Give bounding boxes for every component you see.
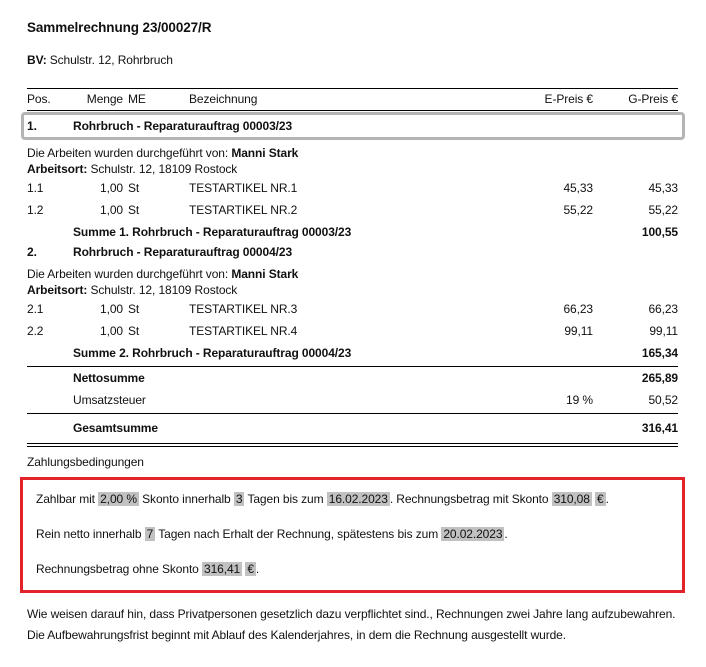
- item-e-preis: 55,22: [563, 203, 593, 217]
- payment-text: Zahlbar mit: [36, 492, 99, 506]
- section-1-selection-box[interactable]: [21, 112, 685, 140]
- item-e-preis: 99,11: [564, 324, 593, 338]
- item-g-preis: 55,22: [648, 203, 678, 217]
- item-pos: 2.1: [27, 302, 44, 316]
- bv-value: Schulstr. 12, Rohrbruch: [49, 53, 173, 67]
- location-value: Schulstr. 12, 18109 Rostock: [90, 283, 238, 297]
- col-header-bezeichnung: Bezeichnung: [189, 92, 258, 106]
- double-divider: [27, 443, 678, 447]
- highlighted-value: 20.02.2023: [443, 527, 503, 541]
- payment-text: .: [504, 527, 508, 541]
- performed-by-name: Manni Stark: [231, 146, 299, 160]
- payment-text: .: [255, 562, 260, 576]
- performed-by-label: Die Arbeiten wurden durchgeführt von:: [27, 146, 229, 160]
- payment-text: Tagen nach Erhalt der Rechnung, spätestens bis zum: [155, 527, 442, 541]
- retention-notice: Wie weisen darauf hin, dass Privatpersonen gesetzlich dazu verpflichtet sind., Rechnungen zwei Jahre lang aufzubewahren. Die Aufbewahrungsfrist beginnt mit Ablauf des Kalenderjahres, in dem die Rechnung ausgestellt wurde.: [27, 607, 676, 642]
- tax-rate: 19 %: [566, 393, 593, 407]
- item-g-preis: 99,11: [649, 324, 678, 338]
- tax-label: Umsatzsteuer: [73, 393, 146, 407]
- tax-row: [27, 389, 678, 411]
- item-me: St: [128, 324, 140, 338]
- highlighted-value: 7: [146, 527, 154, 541]
- construction-site-line: [27, 53, 678, 67]
- item-bezeichnung: TESTARTIKEL NR.2: [189, 203, 298, 217]
- grand-total-label: Gesamtsumme: [73, 421, 158, 435]
- section-title: Rohrbruch - Reparaturauftrag 00004/23: [73, 245, 293, 259]
- item-menge: 1,00: [100, 302, 123, 316]
- net-total-value: 265,89: [641, 371, 678, 385]
- payment-text: Skonto innerhalb: [138, 492, 234, 506]
- location-value: Schulstr. 12, 18109 Rostock: [90, 162, 238, 176]
- item-pos: 2.2: [27, 324, 44, 338]
- payment-terms-heading: Zahlungsbedingungen: [27, 455, 144, 469]
- table-row: [27, 320, 678, 342]
- location-label: Arbeitsort:: [27, 283, 88, 297]
- item-bezeichnung: TESTARTIKEL NR.3: [189, 302, 298, 316]
- highlighted-value: 2,00 %: [100, 492, 137, 506]
- section-pos: 2.: [27, 245, 37, 259]
- table-row: [27, 199, 678, 221]
- location-label: Arbeitsort:: [27, 162, 88, 176]
- item-g-preis: 66,23: [648, 302, 678, 316]
- section-2-meta: [27, 266, 678, 298]
- section-title: Rohrbruch - Reparaturauftrag 00003/23: [73, 119, 293, 133]
- highlighted-value: 310,08: [553, 492, 590, 506]
- payment-text: .: [605, 492, 609, 506]
- col-header-e-preis: E-Preis €: [544, 92, 593, 106]
- performed-by-line: [27, 266, 678, 282]
- item-bezeichnung: TESTARTIKEL NR.1: [189, 181, 298, 195]
- tax-value: 50,52: [648, 393, 678, 407]
- performed-by-line: [27, 145, 678, 161]
- item-me: St: [128, 203, 140, 217]
- table-row: [27, 298, 678, 320]
- net-total-row: [27, 367, 678, 389]
- payment-text: Rein netto innerhalb: [36, 527, 145, 541]
- payment-line-without-skonto: [36, 562, 668, 577]
- section-sum-value: 100,55: [641, 225, 678, 239]
- item-me: St: [128, 181, 140, 195]
- invoice-items-table: [27, 88, 678, 447]
- item-e-preis: 45,33: [563, 181, 593, 195]
- payment-text: Rechnungsbetrag ohne Skonto: [36, 562, 202, 576]
- item-pos: 1.1: [27, 181, 44, 195]
- item-menge: 1,00: [100, 203, 123, 217]
- grand-total-row: [27, 414, 678, 441]
- item-pos: 1.2: [27, 203, 44, 217]
- item-g-preis: 45,33: [648, 181, 678, 195]
- highlighted-value: 3: [235, 492, 243, 506]
- section-1-heading-row: [27, 117, 678, 135]
- table-header-row: [27, 88, 678, 111]
- col-header-g-preis: G-Preis €: [628, 92, 678, 106]
- work-location-line: [27, 282, 678, 298]
- section-1-sum-row: [27, 221, 678, 243]
- payment-line-skonto: [36, 492, 668, 507]
- item-bezeichnung: TESTARTIKEL NR.4: [189, 324, 298, 338]
- performed-by-label: Die Arbeiten wurden durchgeführt von:: [27, 267, 229, 281]
- table-row: [27, 177, 678, 199]
- section-1-meta: [27, 145, 678, 177]
- item-menge: 1,00: [100, 324, 123, 338]
- col-header-pos: Pos.: [27, 92, 51, 106]
- payment-line-netto: [36, 527, 668, 542]
- net-total-label: Nettosumme: [73, 371, 145, 385]
- grand-total-value: 316,41: [641, 421, 678, 435]
- payment-terms-box: [20, 477, 685, 593]
- section-sum-label: Summe 1. Rohrbruch - Reparaturauftrag 00003/23: [73, 225, 352, 239]
- payment-text: Tagen bis zum: [244, 492, 327, 506]
- section-sum-value: 165,34: [641, 346, 678, 360]
- section-pos: 1.: [27, 119, 37, 133]
- bv-label: BV:: [27, 53, 47, 67]
- highlighted-value: €: [597, 492, 604, 506]
- performed-by-name: Manni Stark: [231, 267, 299, 281]
- highlighted-value: 316,41: [204, 562, 241, 576]
- section-2-heading-row: [27, 243, 678, 261]
- item-e-preis: 66,23: [563, 302, 593, 316]
- col-header-me: ME: [128, 92, 146, 106]
- section-2-sum-row: [27, 342, 678, 364]
- col-header-menge: Menge: [86, 92, 123, 106]
- item-menge: 1,00: [100, 181, 123, 195]
- section-sum-label: Summe 2. Rohrbruch - Reparaturauftrag 00004/23: [73, 346, 352, 360]
- page-title: Sammelrechnung 23/00027/R: [27, 20, 212, 35]
- highlighted-value: 16.02.2023: [328, 492, 388, 506]
- work-location-line: [27, 161, 678, 177]
- item-me: St: [128, 302, 140, 316]
- highlighted-value: €: [247, 562, 254, 576]
- payment-text: . Rechnungsbetrag mit Skonto: [389, 492, 552, 506]
